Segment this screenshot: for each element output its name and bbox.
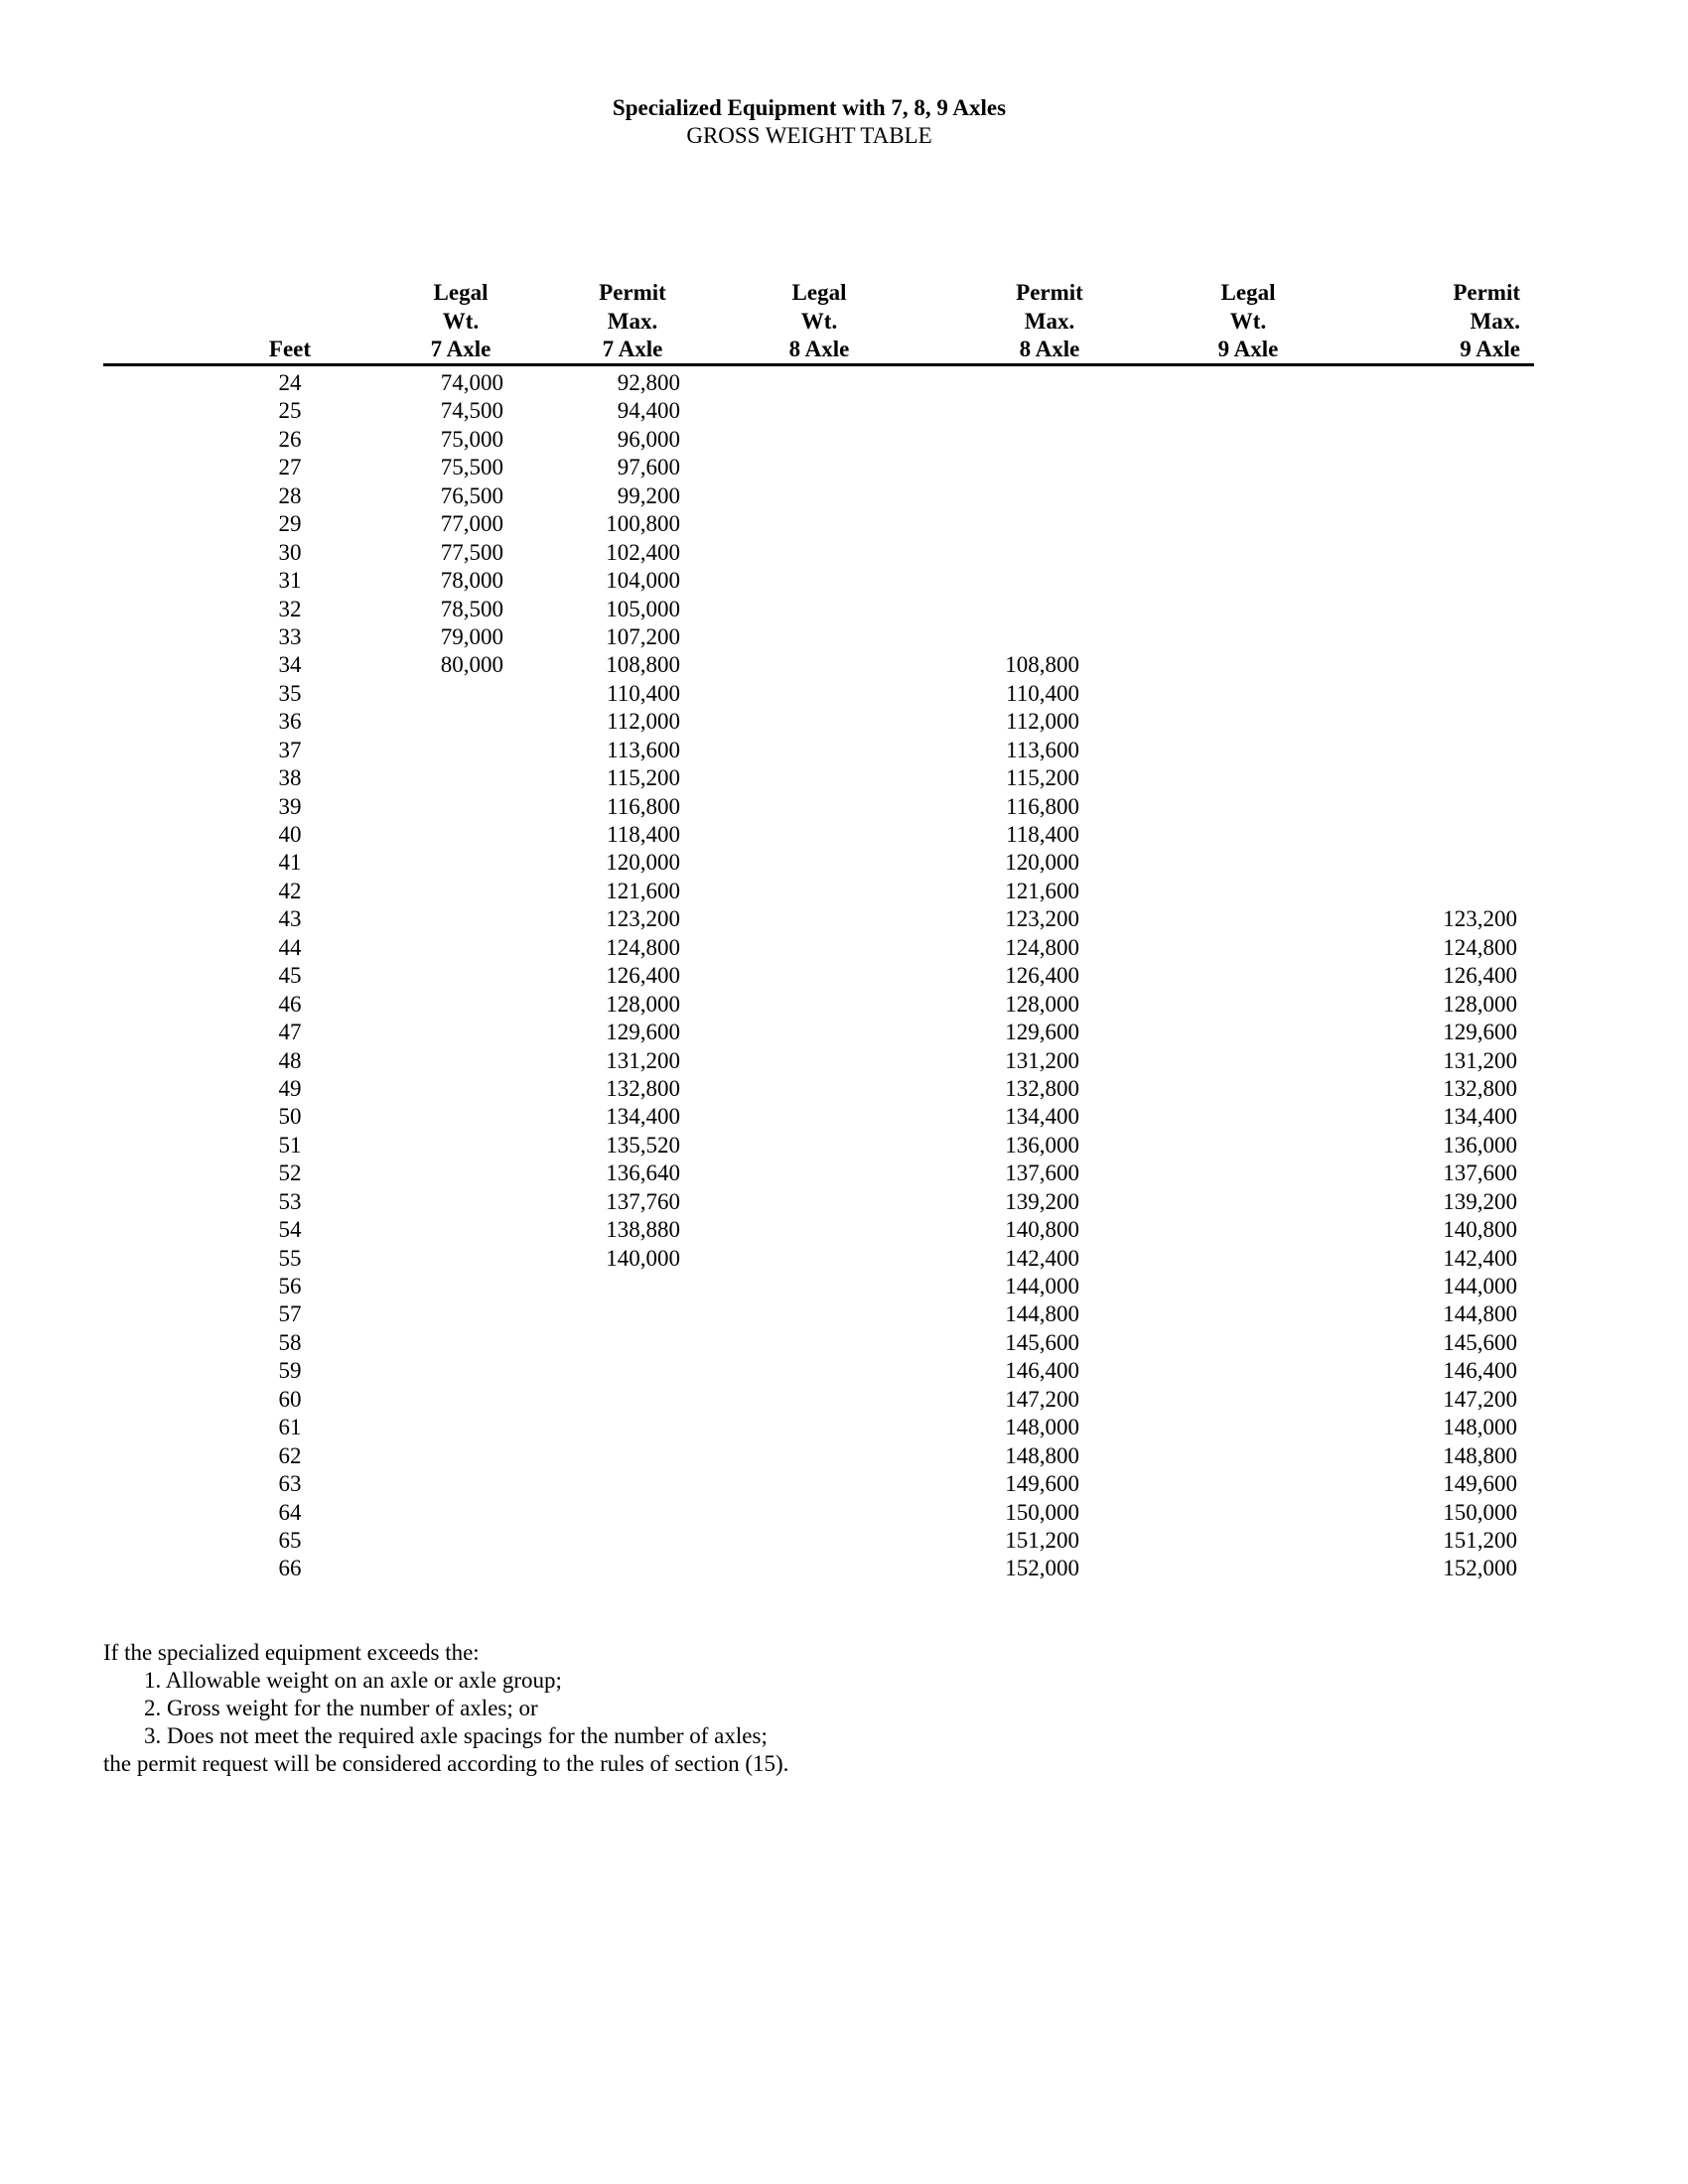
table-header-legal-7-axle [361,279,560,364]
cell-permit-8: 152,000 [1005,1556,1079,1581]
table-header-legal-9-axle [1149,279,1347,364]
cell-permit-9: 149,600 [1443,1471,1517,1497]
cell-permit-8: 116,800 [1006,793,1079,819]
table-row [0,1470,1688,1498]
header-line: Permit [599,280,666,305]
cell-permit-8: 128,000 [1005,991,1079,1017]
cell-permit-9: 144,000 [1443,1274,1517,1298]
cell-permit-9: 145,600 [1443,1329,1517,1355]
cell-permit-9: 144,800 [1443,1301,1517,1327]
header-line: Wt. [800,308,838,334]
cell-feet: 37 [278,737,302,762]
cell-permit-7: 124,800 [606,934,680,960]
cell-legal-7: 78,000 [440,568,503,594]
cell-permit-8: 131,200 [1005,1047,1079,1073]
cell-feet: 47 [278,1020,302,1045]
footer-note [103,1639,1295,1778]
cell-permit-9: 128,000 [1443,991,1517,1017]
header-line: Permit [1016,280,1083,305]
cell-permit-9: 146,400 [1443,1358,1517,1384]
cell-permit-9: 137,600 [1443,1160,1517,1186]
cell-feet: 52 [278,1160,302,1186]
header-line: 8 Axle [788,337,850,361]
cell-permit-8: 144,000 [1005,1274,1079,1298]
cell-feet: 57 [278,1301,302,1327]
header-rule [103,363,1534,366]
cell-feet: 49 [278,1075,302,1101]
cell-permit-8: 149,600 [1005,1471,1079,1497]
cell-permit-8: 108,800 [1005,652,1079,678]
cell-permit-9: 152,000 [1443,1556,1517,1581]
cell-permit-7: 118,400 [607,822,680,847]
header-line [191,279,389,308]
document-subtitle: GROSS WEIGHT TABLE [686,123,932,148]
cell-permit-9: 129,600 [1443,1020,1517,1045]
header-line: Feet [268,337,312,361]
cell-permit-7: 112,000 [607,709,680,735]
cell-permit-8: 136,000 [1005,1132,1079,1158]
cell-feet: 58 [278,1329,302,1355]
cell-permit-8: 110,400 [1006,680,1079,706]
table-header-feet [191,279,389,364]
cell-permit-7: 137,760 [606,1188,680,1214]
table-row [0,849,1688,877]
cell-permit-9: 123,200 [1443,906,1517,932]
cell-feet: 43 [278,906,302,932]
cell-permit-9: 124,800 [1443,934,1517,960]
table-row [0,1019,1688,1046]
cell-feet: 56 [278,1274,302,1298]
cell-permit-8: 139,200 [1005,1188,1079,1214]
header-line: Max. [1470,308,1520,334]
cell-feet: 28 [278,482,302,508]
cell-legal-7: 74,000 [440,370,503,395]
cell-legal-7: 75,500 [440,455,503,480]
cell-feet: 42 [278,878,302,903]
cell-permit-8: 146,400 [1005,1358,1079,1384]
cell-permit-8: 150,000 [1005,1499,1079,1525]
table-row [0,397,1688,425]
cell-permit-7: 135,520 [606,1132,680,1158]
cell-permit-8: 137,600 [1005,1160,1079,1186]
cell-permit-7: 92,800 [617,370,680,395]
table-row [0,1047,1688,1075]
table-row [0,962,1688,990]
cell-permit-8: 148,000 [1005,1415,1079,1440]
table-header-permit-8-axle [950,279,1149,364]
cell-permit-8: 112,000 [1006,709,1079,735]
cell-permit-7: 105,000 [606,596,680,621]
cell-permit-9: 131,200 [1443,1047,1517,1073]
cell-legal-7: 76,500 [440,482,503,508]
cell-legal-7: 77,500 [440,539,503,565]
table-row [0,1414,1688,1441]
cell-permit-8: 124,800 [1005,934,1079,960]
cell-permit-8: 142,400 [1005,1245,1079,1271]
footer-item: 1. Allowable weight on an axle or axle group; [144,1668,562,1693]
header-line: Max. [607,308,658,334]
cell-feet: 51 [278,1132,302,1158]
cell-feet: 50 [278,1104,302,1130]
table-row [0,596,1688,623]
cell-permit-7: 97,600 [617,455,680,480]
header-line: 9 Axle [1217,337,1279,361]
cell-permit-9: 142,400 [1443,1245,1517,1271]
cell-feet: 25 [278,398,302,424]
cell-feet: 64 [278,1499,302,1525]
footer-intro: If the specialized equipment exceeds the: [103,1640,480,1665]
cell-feet: 31 [278,568,302,594]
cell-feet: 46 [278,991,302,1017]
table-row [0,1273,1688,1300]
cell-feet: 63 [278,1471,302,1497]
table-header-permit-7-axle [533,279,732,364]
table-row [0,1245,1688,1273]
cell-permit-9: 151,200 [1443,1527,1517,1553]
cell-legal-7: 78,500 [440,596,503,621]
cell-permit-8: 148,800 [1005,1442,1079,1468]
cell-legal-7: 75,000 [440,426,503,452]
cell-permit-7: 128,000 [606,991,680,1017]
table-row [0,991,1688,1019]
cell-permit-7: 110,400 [607,680,680,706]
cell-permit-8: 129,600 [1005,1020,1079,1045]
cell-feet: 60 [278,1386,302,1412]
table-row [0,1103,1688,1131]
cell-permit-9: 136,000 [1443,1132,1517,1158]
table-row [0,821,1688,849]
cell-permit-7: 113,600 [607,737,680,762]
cell-feet: 38 [278,765,302,791]
table-row [0,1329,1688,1357]
cell-feet: 65 [278,1527,302,1553]
cell-permit-8: 118,400 [1006,822,1079,847]
header-line: Legal [433,280,489,305]
header-line: 9 Axle [1460,337,1520,361]
cell-permit-7: 136,640 [606,1160,680,1186]
header-line: Wt. [442,308,480,334]
cell-permit-7: 107,200 [606,623,680,649]
cell-feet: 59 [278,1358,302,1384]
cell-permit-8: 144,800 [1005,1301,1079,1327]
cell-legal-7: 77,000 [440,511,503,537]
cell-permit-7: 94,400 [617,398,680,424]
cell-permit-9: 132,800 [1443,1075,1517,1101]
cell-permit-7: 96,000 [617,426,680,452]
cell-legal-7: 79,000 [440,623,503,649]
cell-feet: 29 [278,511,302,537]
cell-permit-7: 102,400 [606,539,680,565]
header-line: Legal [1220,280,1276,305]
cell-feet: 61 [278,1415,302,1440]
document-title: Specialized Equipment with 7, 8, 9 Axles [612,95,1007,120]
cell-permit-7: 131,200 [606,1047,680,1073]
table-row [0,680,1688,708]
cell-feet: 36 [278,709,302,735]
header-line: 8 Axle [1019,337,1080,361]
cell-feet: 55 [278,1245,302,1271]
header-line: 7 Axle [430,337,492,361]
cell-permit-7: 140,000 [606,1245,680,1271]
cell-feet: 33 [278,623,302,649]
header-line: Wt. [1229,308,1267,334]
header-line: Legal [791,280,847,305]
table-row [0,454,1688,481]
cell-feet: 48 [278,1047,302,1073]
table-row [0,793,1688,821]
table-row [0,737,1688,764]
table-row [0,1188,1688,1216]
cell-permit-8: 134,400 [1005,1104,1079,1130]
cell-feet: 30 [278,539,302,565]
cell-feet: 66 [278,1556,302,1581]
cell-permit-9: 148,800 [1443,1442,1517,1468]
cell-feet: 40 [278,822,302,847]
cell-feet: 27 [278,455,302,480]
cell-permit-8: 132,800 [1005,1075,1079,1101]
table-row [0,510,1688,538]
cell-permit-7: 104,000 [606,568,680,594]
cell-permit-7: 132,800 [606,1075,680,1101]
cell-permit-7: 129,600 [606,1020,680,1045]
cell-feet: 39 [278,793,302,819]
cell-legal-7: 80,000 [440,652,503,678]
cell-permit-8: 120,000 [1005,850,1079,876]
cell-permit-9: 150,000 [1443,1499,1517,1525]
cell-permit-8: 140,800 [1005,1217,1079,1243]
header-line: 7 Axle [602,337,663,361]
cell-permit-7: 99,200 [617,482,680,508]
cell-feet: 44 [278,934,302,960]
cell-feet: 45 [278,963,302,989]
table-row [0,539,1688,567]
table-row [0,1499,1688,1527]
cell-permit-9: 148,000 [1443,1415,1517,1440]
table-row [0,764,1688,792]
cell-feet: 41 [278,850,302,876]
cell-permit-7: 115,200 [607,765,680,791]
cell-permit-9: 140,800 [1443,1217,1517,1243]
table-row [0,1075,1688,1103]
cell-permit-7: 138,880 [606,1217,680,1243]
table-row [0,1442,1688,1470]
cell-feet: 32 [278,596,302,621]
table-row [0,1527,1688,1555]
table-row [0,934,1688,962]
cell-feet: 24 [278,370,302,395]
cell-permit-9: 134,400 [1443,1104,1517,1130]
cell-permit-9: 147,200 [1443,1386,1517,1412]
cell-feet: 53 [278,1188,302,1214]
table-row [0,878,1688,905]
cell-legal-7: 74,500 [440,398,503,424]
cell-permit-8: 123,200 [1005,906,1079,932]
cell-permit-7: 116,800 [607,793,680,819]
footer-item: 2. Gross weight for the number of axles; or [144,1696,538,1720]
table-row [0,651,1688,679]
cell-permit-7: 134,400 [606,1104,680,1130]
cell-permit-7: 120,000 [606,850,680,876]
table-header-legal-8-axle [720,279,918,364]
cell-permit-9: 126,400 [1443,963,1517,989]
cell-permit-8: 126,400 [1005,963,1079,989]
table-header-permit-9-axle [1322,279,1520,364]
table-row [0,1357,1688,1385]
cell-permit-8: 147,200 [1005,1386,1079,1412]
header-line: Permit [1453,280,1520,305]
header-line: Max. [1024,308,1075,334]
cell-permit-7: 108,800 [606,652,680,678]
cell-permit-7: 121,600 [606,878,680,903]
footer-conclusion: the permit request will be considered according to the rules of section (15). [103,1751,789,1776]
table-body [0,369,1688,1583]
table-row [0,1300,1688,1328]
cell-permit-7: 126,400 [606,963,680,989]
table-row [0,905,1688,933]
table-row [0,369,1688,397]
table-row [0,567,1688,595]
cell-permit-8: 151,200 [1005,1527,1079,1553]
cell-feet: 54 [278,1217,302,1243]
cell-feet: 26 [278,426,302,452]
cell-feet: 34 [278,652,302,678]
cell-permit-8: 115,200 [1006,765,1079,791]
cell-permit-8: 145,600 [1005,1329,1079,1355]
footer-item: 3. Does not meet the required axle spacings for the number of axles; [144,1723,768,1748]
table-row [0,1555,1688,1582]
table-row [0,708,1688,736]
cell-feet: 62 [278,1442,302,1468]
table-row [0,482,1688,510]
table-row [0,1132,1688,1160]
table-row [0,1160,1688,1187]
table-row [0,1216,1688,1244]
cell-permit-8: 113,600 [1006,737,1079,762]
header-line [191,308,389,337]
cell-permit-8: 121,600 [1005,878,1079,903]
cell-feet: 35 [278,680,302,706]
cell-permit-7: 100,800 [606,511,680,537]
table-row [0,623,1688,651]
cell-permit-7: 123,200 [606,906,680,932]
cell-permit-9: 139,200 [1443,1188,1517,1214]
table-row [0,1386,1688,1414]
table-row [0,426,1688,454]
